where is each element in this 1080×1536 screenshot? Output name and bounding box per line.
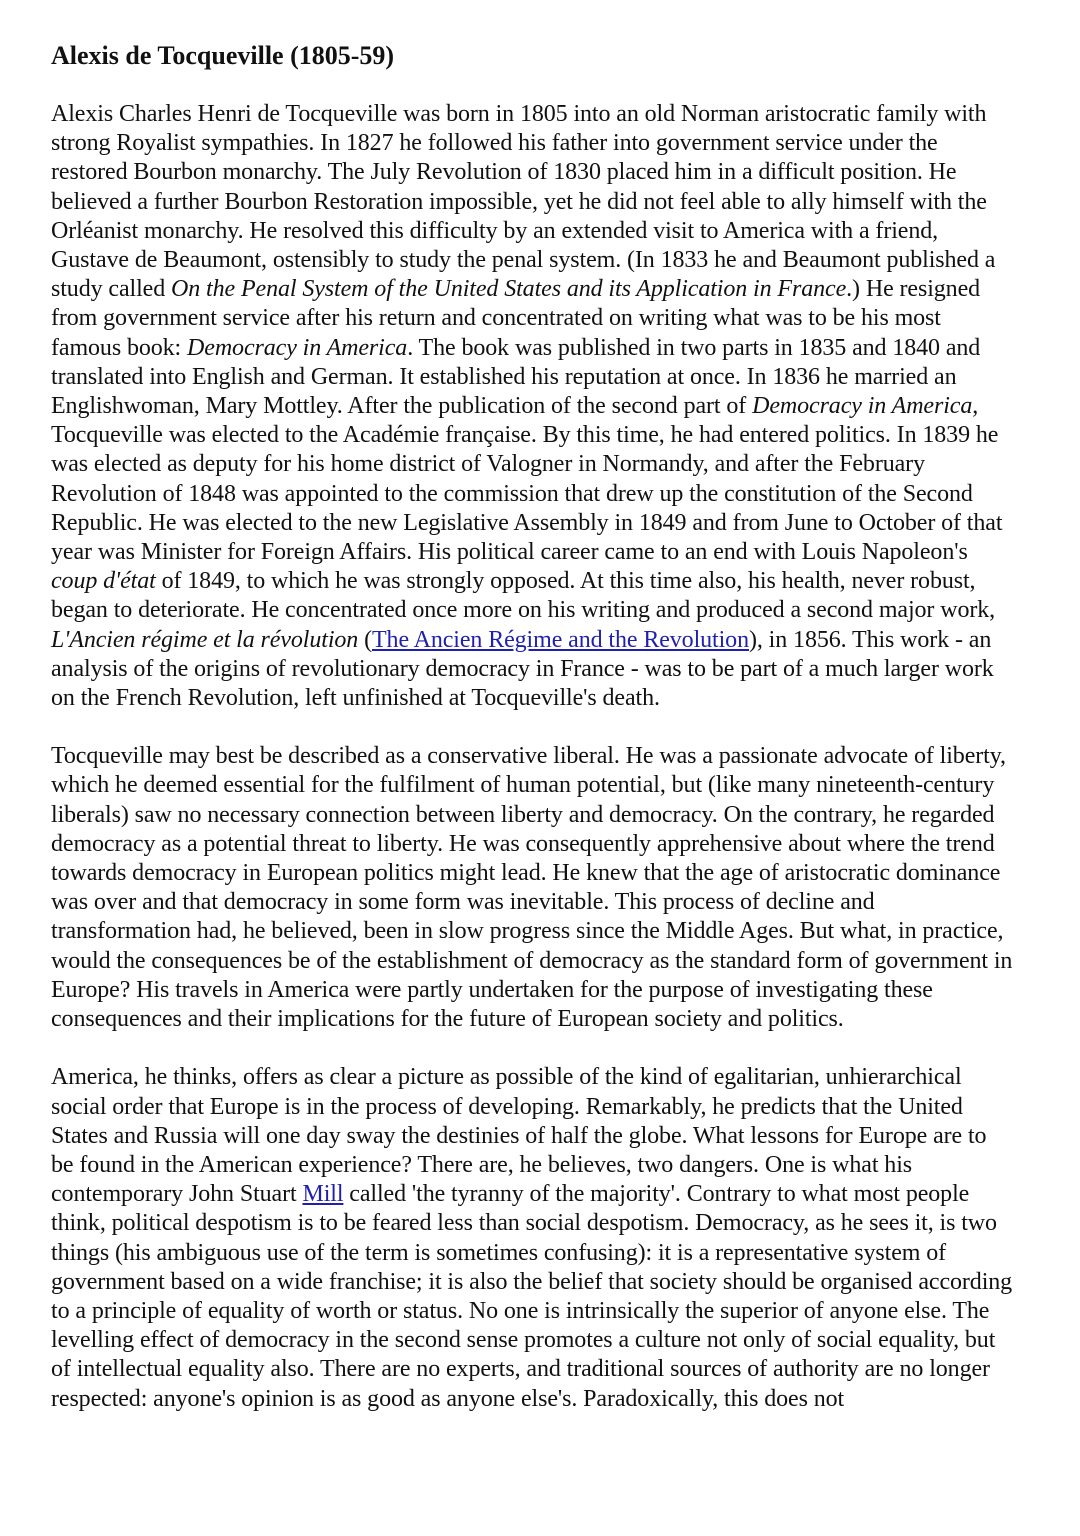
- book-title-ancien-regime: L'Ancien régime et la révolution: [51, 626, 359, 653]
- paragraph-america: [51, 1063, 1013, 1413]
- book-title-democracy: Democracy in America: [187, 334, 408, 361]
- text-run: . The book was published in two parts in 1835 and 1840 and translated into English and German. It established his reputation at once. In 1836 he married an Englishwoman, Mary Mottley. After the publication of the second part of: [51, 334, 981, 420]
- link-mill[interactable]: Mill: [302, 1181, 344, 1208]
- book-title-democracy-2: Democracy in America: [752, 393, 973, 420]
- link-ancien-regime[interactable]: The Ancien Régime and the Revolution: [372, 626, 749, 653]
- text-run: .) He resigned from government service after his return and concentrated on writing what was to be his most famous book:: [51, 276, 981, 361]
- text-run: called 'the tyranny of the majority'. Contrary to what most people think, political despotism is to be feared less than social despotism. Democracy, as he sees it, is two things (his ambiguous use of the term is sometimes confusing): it is a representative system of government based on a wide franchise; it is also the belief that society should be organised according to a principle of equality of worth or status. No one is intrinsically the superior of anyone else. The levelling effect of democracy in the second sense promotes a culture not only of social equality, but of intellectual equality also. There are no experts, and traditional sources of authority are no longer respected: anyone's opinion is as good as anyone else's. Paradoxically, this does not: [51, 1181, 1013, 1412]
- text-run: of 1849, to which he was strongly opposed. At this time also, his health, never robust, began to deteriorate. He concentrated once more on his writing and produced a second major work,: [51, 568, 996, 624]
- paragraph-biography: [51, 100, 1013, 713]
- text-run: Alexis Charles Henri de Tocqueville was born in 1805 into an old Norman aristocratic family with strong Royalist sympathies. In 1827 he followed his father into government service under the restored Bourbon monarchy. The July Revolution of 1830 placed him in a difficult position. He believed a further Bourbon Restoration impossible, yet he did not feel able to ally himself with the Orléanist monarchy. He resolved this difficulty by an extended visit to America with a friend, Gustave de Beaumont, ostensibly to study the penal system. (In 1833 he and Beaumont published a study called: [51, 101, 996, 303]
- term-coup-detat: coup d'état: [51, 568, 156, 595]
- text-run: , Tocqueville was elected to the Académie française. By this time, he had entered politics. In 1839 he was elected as deputy for his home district of Valogner in Normandy, and after the February Revolution of 1848 was appointed to the commission that drew up the constitution of the Second Republic. He was elected to the new Legislative Assembly in 1849 and from June to October of that year was Minister for Foreign Affairs. His political career came to an end with Louis Napoleon's: [51, 393, 1003, 566]
- text-run: (: [358, 626, 372, 653]
- text-run: America, he thinks, offers as clear a picture as possible of the kind of egalitarian, unhierarchical social order that Europe is in the process of developing. Remarkably, he predicts that the United States and Russia will one day sway the destinies of half the globe. What lessons for Europe are to be found in the American experience? There are, he believes, two dangers. One is what his contemporary John Stuart: [51, 1064, 987, 1208]
- book-title-penal-system: On the Penal System of the United States and its Application in France: [171, 276, 847, 303]
- paragraph-liberalism: Tocqueville may best be described as a conservative liberal. He was a passionate advocate of liberty, which he deemed essential for the fulfilment of human potential, but (like many nineteenth-century liberals) saw no necessary connection between liberty and democracy. On the contrary, he regarded democracy as a potential threat to liberty. He was consequently apprehensive about where the trend towards democracy in European politics might lead. He knew that the age of aristocratic dominance was over and that democracy in some form was inevitable. This process of decline and transformation had, he believed, been in slow progress since the Middle Ages. But what, in practice, would the consequences be of the establishment of democracy as the standard form of government in Europe? His travels in America were partly undertaken for the purpose of investigating these consequences and their implications for the future of European society and politics.: [51, 743, 1013, 1033]
- article: [51, 40, 1013, 1443]
- text-run: ), in 1856. This work - an analysis of the origins of revolutionary democracy in France - was to be part of a much larger work on the French Revolution, left unfinished at Tocqueville's death.: [51, 626, 994, 712]
- article-title: Alexis de Tocqueville (1805-59): [51, 41, 395, 70]
